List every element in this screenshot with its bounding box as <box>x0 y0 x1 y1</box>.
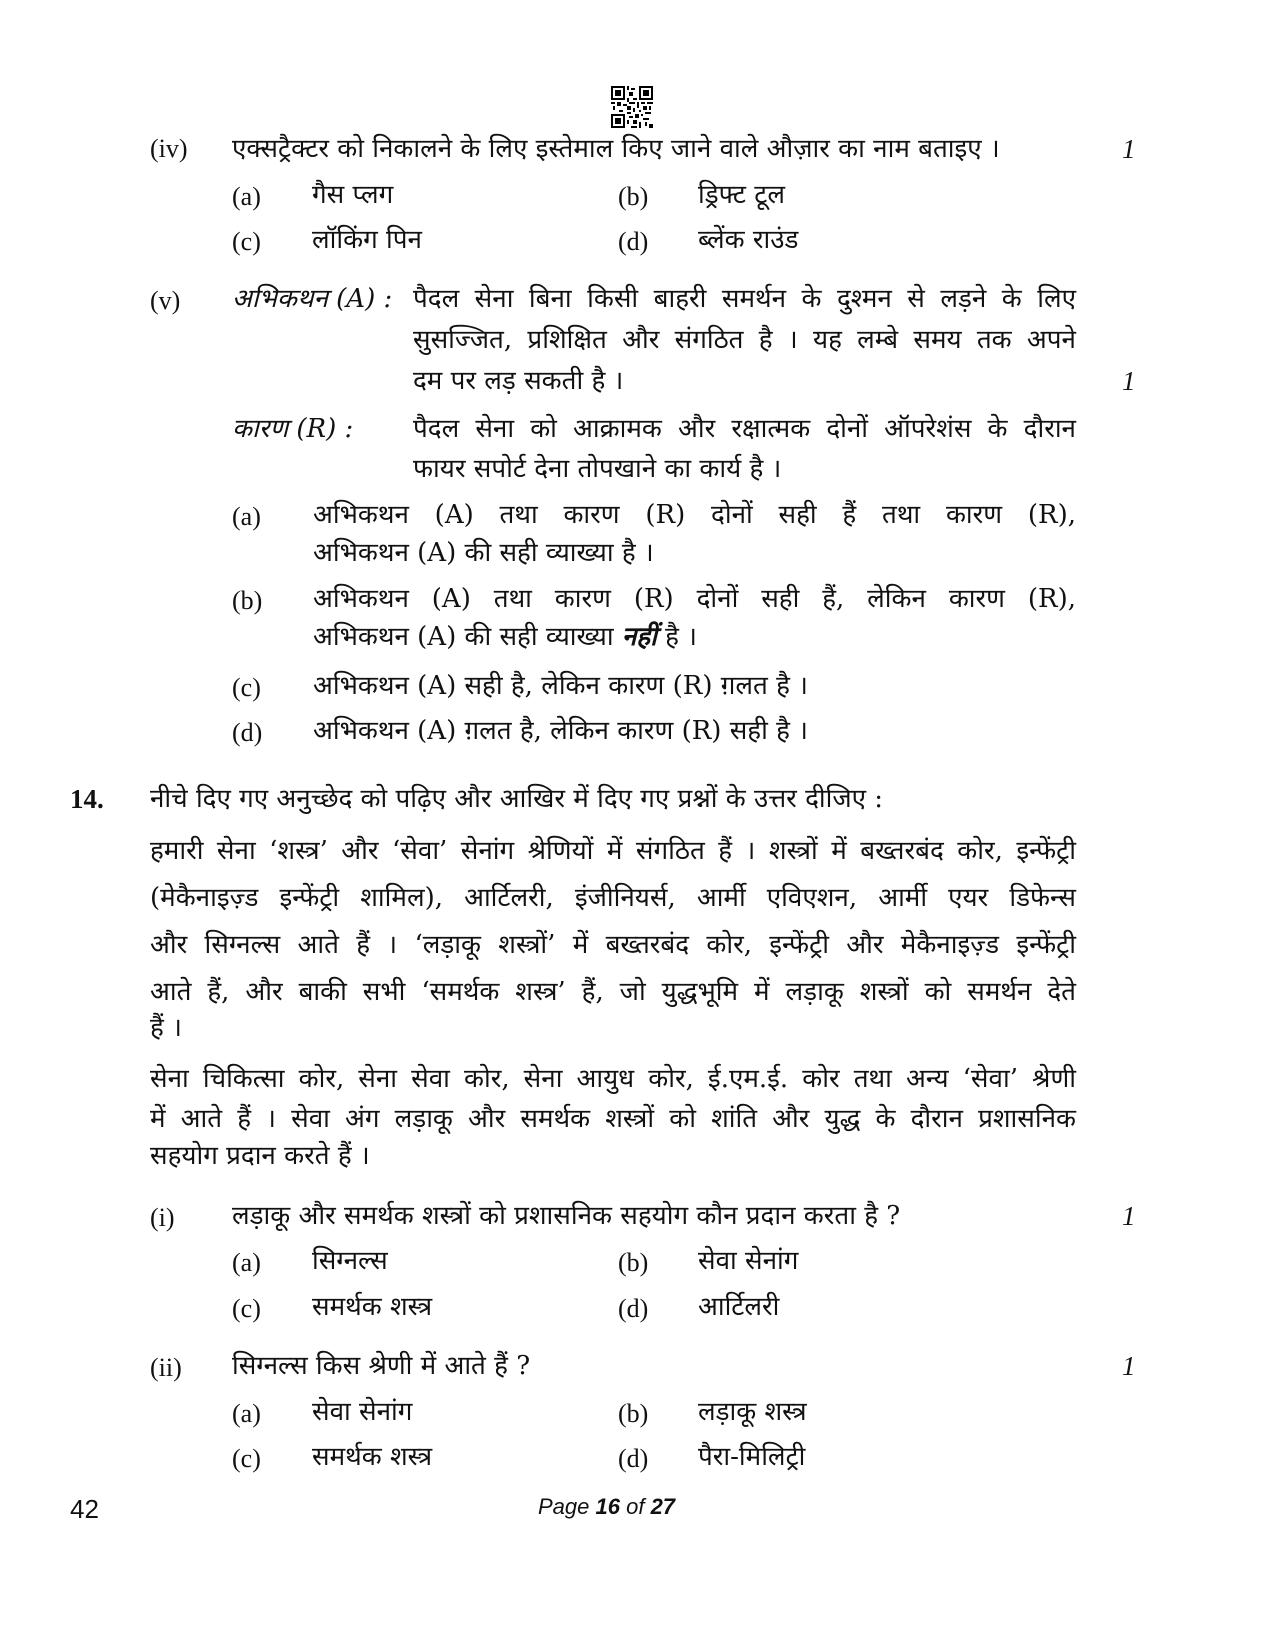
page-total: 27 <box>650 1494 676 1519</box>
question-text: लड़ाकू और समर्थक शस्त्रों को प्रशासनिक सहयोग कौन प्रदान करता है ? <box>232 1201 901 1231</box>
paper-code: 42 <box>70 1494 99 1524</box>
question-text: सिग्नल्स किस श्रेणी में आते हैं ? <box>232 1351 531 1381</box>
passage-line: सहयोग प्रदान करते हैं । <box>150 1141 370 1171</box>
option-text-part: है । <box>665 622 698 652</box>
option-text: अभिकथन (A) की सही व्याख्या है । <box>313 538 654 568</box>
option-label: (b) <box>618 1248 649 1277</box>
question-number: (i) <box>150 1203 175 1232</box>
option-label: (c) <box>232 227 261 256</box>
question-mark: 1 <box>1122 1351 1136 1381</box>
emphasis-not: नहीं <box>621 622 657 652</box>
assertion-line: सुसज्जित, प्रशिक्षित और संगठित है । यह लम्बे समय तक अपने <box>413 325 1076 355</box>
qr-code <box>611 86 653 128</box>
passage-line: में आते हैं । सेवा अंग लड़ाकू और समर्थक शस्त्रों को शांति और युद्ध के दौरान प्रशासनिक <box>150 1104 1076 1134</box>
option-text: लड़ाकू शस्त्र <box>698 1397 807 1427</box>
page-number <box>538 1494 675 1520</box>
passage-line: आते हैं, और बाकी सभी ‘समर्थक शस्त्र’ हैं, जो युद्धभूमि में लड़ाकू शस्त्रों को समर्थन देते <box>150 977 1076 1007</box>
question-mark: 1 <box>1122 1201 1136 1231</box>
question-text: एक्सट्रैक्टर को निकालने के लिए इस्तेमाल किए जाने वाले औज़ार का नाम बताइए । <box>232 134 1000 164</box>
option-text <box>313 620 697 654</box>
option-label: (d) <box>618 1444 649 1473</box>
option-label: (c) <box>232 1444 261 1473</box>
question-number: (v) <box>150 286 181 315</box>
option-text: अभिकथन (A) ग़लत है, लेकिन कारण (R) सही है । <box>313 716 809 746</box>
question-instruction: नीचे दिए गए अनुच्छेद को पढ़िए और आखिर में दिए गए प्रश्नों के उत्तर दीजिए : <box>150 784 884 814</box>
question-mark: 1 <box>1122 134 1136 164</box>
option-text: गैस प्लग <box>312 180 394 210</box>
option-label: (b) <box>618 1399 649 1428</box>
reason-label: कारण (R) : <box>232 414 354 444</box>
option-text: समर्थक शस्त्र <box>312 1442 433 1472</box>
assertion-line: दम पर लड़ सकती है । <box>413 366 624 396</box>
option-text: ड्रिफ्ट टूल <box>698 180 785 210</box>
option-text: सिग्नल्स <box>312 1246 388 1276</box>
option-label: (a) <box>232 182 261 211</box>
passage-line: और सिग्नल्स आते हैं । ‘लड़ाकू शस्त्रों’ में बख्तरबंद कोर, इन्फेंट्री और मेकैनाइज़्ड इन्फेंट्री <box>150 930 1076 960</box>
option-label: (d) <box>618 227 649 256</box>
option-label: (c) <box>232 1294 261 1323</box>
option-label: (d) <box>618 1294 649 1323</box>
option-label: (b) <box>232 586 263 615</box>
option-text: लॉकिंग पिन <box>312 225 422 255</box>
passage-line: हमारी सेना ‘शस्त्र’ और ‘सेवा’ सेनांग श्रेणियों में संगठित हैं । शस्त्रों में बख्तरबंद कोर, इन्फेंट्री <box>150 836 1076 866</box>
question-number: (iv) <box>150 134 188 163</box>
option-text: पैरा-मिलिट्री <box>698 1442 806 1472</box>
option-text: सेवा सेनांग <box>698 1246 799 1276</box>
option-text: ब्लेंक राउंड <box>698 225 799 255</box>
question-mark: 1 <box>1122 366 1136 396</box>
question-number: (ii) <box>150 1353 182 1382</box>
assertion-label: अभिकथन (A) : <box>232 284 393 314</box>
page-prefix: Page <box>538 1494 596 1519</box>
passage-line: सेना चिकित्सा कोर, सेना सेवा कोर, सेना आयुध कोर, ई.एम.ई. कोर तथा अन्य ‘सेवा’ श्रेणी <box>150 1064 1076 1094</box>
option-text: सेवा सेनांग <box>312 1397 413 1427</box>
option-text: अभिकथन (A) तथा कारण (R) दोनों सही हैं तथा कारण (R), <box>313 500 1076 530</box>
option-label: (d) <box>232 718 263 747</box>
option-text: आर्टिलरी <box>698 1292 780 1322</box>
option-text: समर्थक शस्त्र <box>312 1292 433 1322</box>
assertion-line: पैदल सेना बिना किसी बाहरी समर्थन के दुश्मन से लड़ने के लिए <box>413 284 1076 314</box>
option-text: अभिकथन (A) तथा कारण (R) दोनों सही हैं, लेकिन कारण (R), <box>313 584 1076 614</box>
option-text-part: अभिकथन (A) की सही व्याख्या <box>313 622 614 652</box>
option-label: (b) <box>618 182 649 211</box>
option-label: (a) <box>232 1399 261 1428</box>
passage-line: (मेकैनाइज़्ड इन्फेंट्री शामिल), आर्टिलरी, इंजीनियर्स, आर्मी एविएशन, आर्मी एयर डिफेन्स <box>150 883 1076 913</box>
option-label: (c) <box>232 673 261 702</box>
question-number: 14. <box>70 784 104 814</box>
page-of: of <box>619 1494 651 1519</box>
passage-line: हैं । <box>150 1013 182 1043</box>
option-text: अभिकथन (A) सही है, लेकिन कारण (R) ग़लत है । <box>313 671 809 701</box>
reason-line: फायर सपोर्ट देना तोपखाने का कार्य है । <box>413 454 782 484</box>
reason-line: पैदल सेना को आक्रामक और रक्षात्मक दोनों ऑपरेशंस के दौरान <box>413 414 1076 444</box>
page-current: 16 <box>595 1494 620 1519</box>
option-label: (a) <box>232 502 261 531</box>
option-label: (a) <box>232 1248 261 1277</box>
